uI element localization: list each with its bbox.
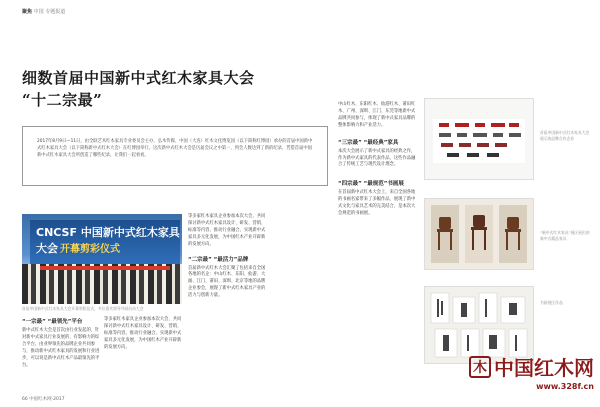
side-caption-3: 书画展区作品 [540,300,563,305]
sec1-heading: “一宗最” “最领先”平台 [22,319,83,325]
furniture-graphic [425,199,533,269]
col4-top-text: 中山红木、东阳红木、仙游红木、莆田红木、广州、深圳、江门、东莞等地新中式品牌共同参与，体现了新中式家具品牌的整体影响力和产业活力。 [338,102,416,128]
sec1-block [22,317,100,369]
logo-wall-graphic [425,99,533,179]
sec1-body: 新中式红木大会是首次由行业发起的、针对新中式家具行业发展的、有影响力的综合平台，由业界领先的品牌企业共同参与，推动新中式红木家具的发展和行业进步，可以说是新中式红木产品最领先的平台。 [22,328,100,368]
page-footer [22,396,65,402]
watermark-brand: 中国红木网 [494,356,594,380]
furniture-image [424,198,534,270]
page-number: 66 [22,397,28,402]
col3-intro: 等多家红木家具企业参加本次大会，共同探讨新中式红木家具设计、研发、营销、标准等内容，推动行业融合，实现新中式家具多元化发展，为中国红木产业开辟新的发展方向。 [188,214,266,247]
photo-caption: 首届中国新中式红木家具大会开幕剪彩仪式，多位嘉宾领导共同启动大会 [22,306,144,311]
red-ribbon [40,266,170,270]
section-label: 聚焦 [22,9,33,15]
sec4-body: 在首届新中式红木大会上，来自全国各地的书画名家带来了多幅作品，展现了新中式文化与家具艺术的完美结合，是本次大会规范的书画展。 [338,190,416,217]
sec3-heading: “三宗最” “最经典”家具 [338,139,399,146]
sec4-heading: “四宗最” “最规范”书画展 [338,181,404,188]
intro-text: 2017年8月9日—11日，由全联艺术红木家具专业委员会主办，弘木传媒、中国（大连）红木文化博览园（以下简称红博园）承办的首届中国新中式红木家具大会（以下简称新中式红木大会）在红博园举行。这次新中式红木大会是历届会议之中第一，到会人数达到了新的纪录，凭借首届中国新中式红木家具大会所创造了哪些纪录，让我们一起看看。 [37,139,313,158]
stage-screen [30,220,180,264]
sec3-body: 本次大会展示了新中式家具的经典之作，作为新中式家具的代表作品，这些作品融合了传统工艺与现代设计理念。 [338,148,416,168]
extra-label: 专题报道 [45,9,66,15]
section-header [22,8,65,15]
ceremony-people [22,264,182,304]
watermark-url: www.328f.cn [536,382,594,391]
sec2-body: 首届新中式红木大会汇聚了包括来自全国各地的名企：中山红木、东阳、仙游、大涌、江门、莆田、深圳、北京等地的品牌企业参会，展现了新中式红木家具产业的活力与创新力量。 [188,265,266,299]
intro-box [22,126,328,186]
brand-logos-image [424,98,534,180]
subsection-label: 中国 [33,9,44,15]
side-caption-1: 首届中国新中式红木家具大会展示的品牌合作企业 [540,130,590,141]
stage-screen-title: CNCSF 中国新中式红木家具大会 [36,226,180,255]
article-title-line1: 细数首届中国新中式红木家具大会 [22,69,255,87]
watermark-logo [469,352,594,381]
article-title-line2: “十二宗最” [22,91,103,109]
col4-block [338,102,416,218]
watermark [469,352,594,391]
col2-block [104,317,182,352]
stage-screen-banner: 开幕剪彩仪式 [60,244,120,255]
magazine-name: 中国红木网·2017 [29,397,65,402]
col2-body: 等多家红木家具企业参加本次大会，共同探讨新中式红木家具设计、研发、营销、标准等内容，推动行业融合，实现新中式家具多元化发展，为中国红木产业开辟新的发展方向。 [104,317,182,350]
col3-block [188,214,268,300]
side-caption-2: “新中式红木家具”展区展出的新中式精品家具 [540,230,590,241]
sec2-heading: “二宗最” “最活力”品牌 [188,256,249,263]
watermark-mark-icon: 木 [469,356,491,378]
